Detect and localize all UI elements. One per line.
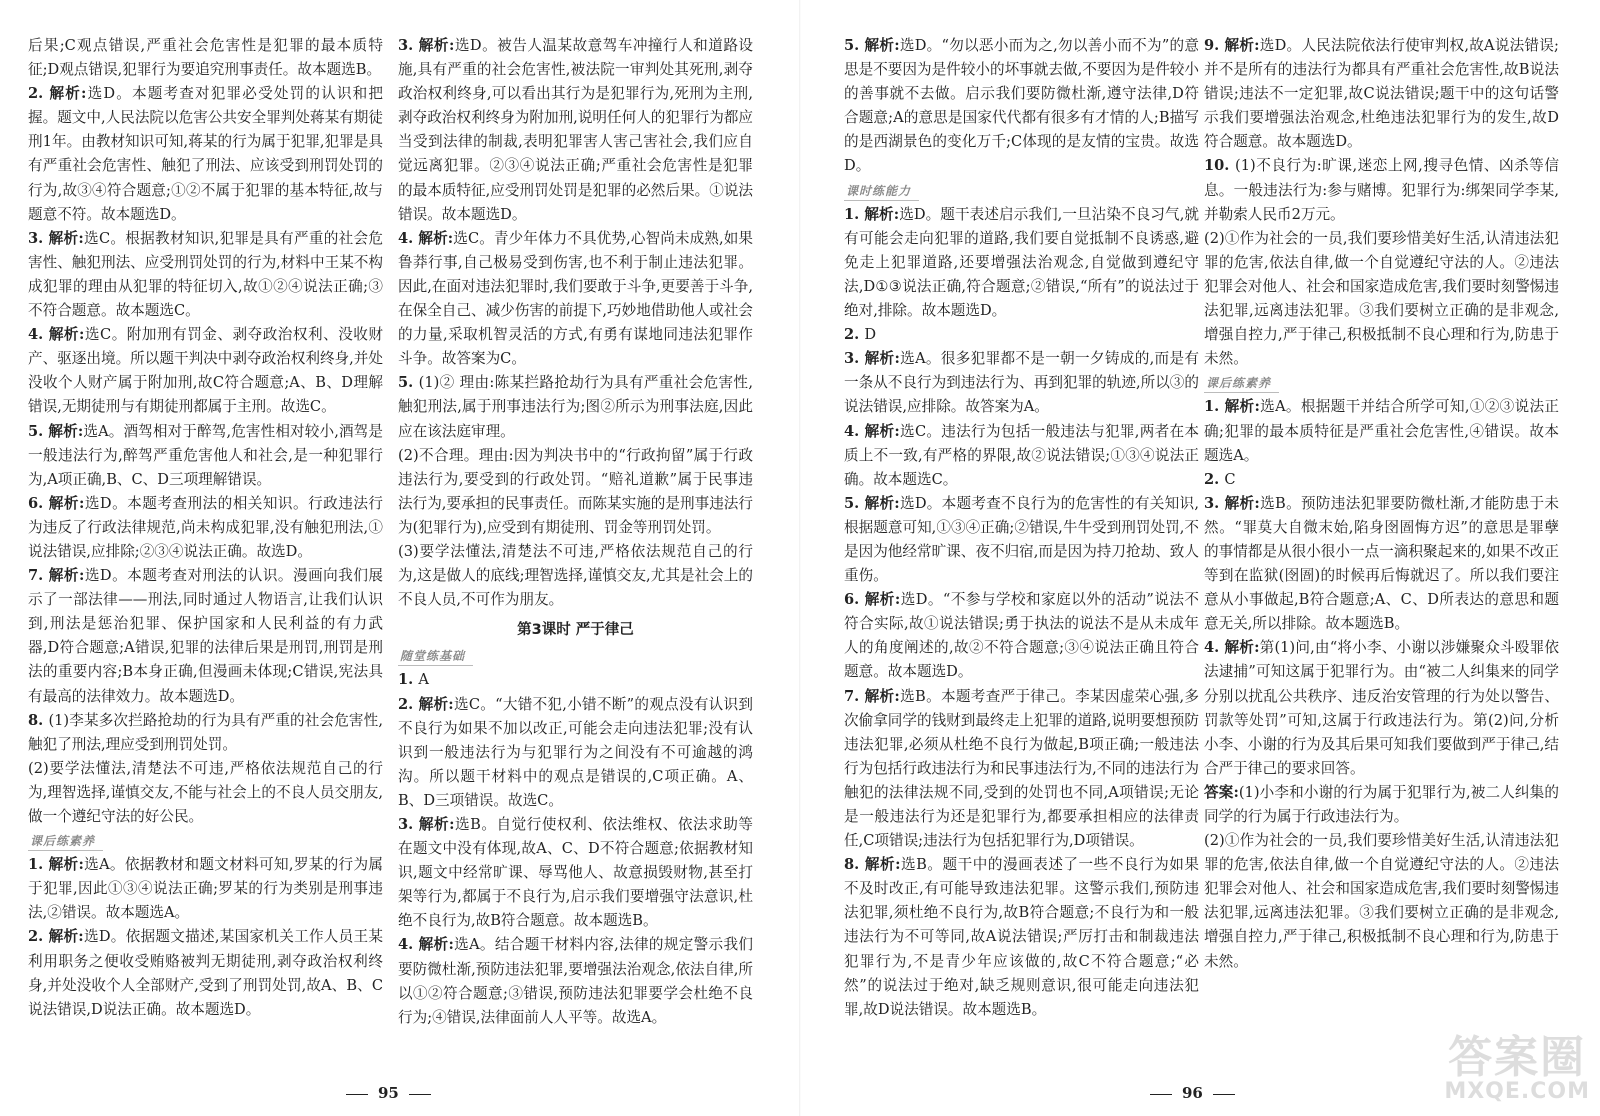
answer-paragraph: 6. 解析:选D。“不参与学校和家庭以外的活动”说法不符合实际,故①说法错误;勇于执法的说法不是从未成年人的角度阐述的,故②不符合题意;③④说法正确且符合题意。故本题选D。 bbox=[844, 591, 1199, 681]
answer-paragraph: 3. 解析:选C。根据教材知识,犯罪是具有严重的社会危害性、触犯刑法、应受刑罚处罚的行为,材料中王某不构成犯罪的理由从犯罪的特征切入,故①②④说法正确;③不符合题意。故本题选C。 bbox=[28, 229, 383, 320]
answer-paragraph: 3. 解析:选D。被告人温某故意驾车冲撞行人和道路设施,具有严重的社会危害性,被法院一审判处其死刑,剥夺政治权利终身,可以看出其行为是犯罪行为,死刑为主刑,剥夺政治权利终身为附加刑,说明任何人的犯罪行为都应当受到法律的制裁,表明犯罪害人害己害社会,我们应自觉远离犯罪。②③④说法正确;严重社会危害性是犯罪的最本质特征,应受刑罚处罚是犯罪的必然后果。①说法错误。故本题选D。 bbox=[398, 37, 753, 223]
answer-paragraph: 5. 解析:选D。本题考查不良行为的危害性的有关知识,根据题意可知,①③④正确;②错误,牛牛受到刑罚处罚,不是因为他经常旷课、夜不归宿,而是因为持刀抢劫、致人重伤。 bbox=[844, 494, 1199, 585]
lesson-heading: 第3课时 严于律己 bbox=[517, 622, 634, 639]
page-number-right: 96 bbox=[1140, 1084, 1245, 1102]
answer-paragraph: 后果;C观点错误,严重社会危害性是犯罪的最本质特征;D观点错误,犯罪行为要追究刑事责任。故本题选B。 bbox=[28, 37, 383, 79]
answer-paragraph: 7. 解析:选D。本题考查对刑法的认识。漫画向我们展示了一部法律——刑法,同时通过人物语言,让我们认识到,刑法是惩治犯罪、保护国家和人民利益的有力武器,D符合题意;A错误,犯罪的法律后果是刑罚,刑罚是刑法的重要内容;B本身正确,但漫画未体现;C错误,宪法具有最高的法律效力。故本题选D。 bbox=[28, 567, 383, 705]
answer-paragraph: 3. 解析:选B。自觉行使权利、依法维权、依法求助等在题文中没有体现,故A、C、D不符合题意;依据教材知识,题文中经常旷课、辱骂他人、故意损毁财物,甚至打架等行为,都属于不良行为,启示我们要增强守法意识,杜绝不良行为,故B符合题意。故本题选B。 bbox=[398, 816, 753, 930]
section-label: 课后练素养 bbox=[1204, 374, 1279, 393]
answer-paragraph: 3. 解析:选B。预防违法犯罪要防微杜渐,才能防患于未然。“罪莫大自微末始,陷身囹圄悔方迟”的意思是罪孽的事情都是从很小很小一点一滴积聚起来的,如果不改正等到在监狱(囹圄)的时候再后悔就迟了。所以我们要注意从小事做起,B符合题意;A、C、D所表达的意思和题意无关,所以排除。故本题选B。 bbox=[1204, 494, 1559, 633]
left-col-2 bbox=[398, 34, 753, 1030]
answer-paragraph: 2. 解析:选D。依据题文描述,某国家机关工作人员王某利用职务之便收受贿赂被判无期徒刑,剥夺政治权利终身,并处没收个人全部财产,受到了刑罚处罚,故A、B、C说法错误,D说法正确。故本题选D。 bbox=[28, 928, 383, 1018]
answer-paragraph: 2. 解析:选C。“大错不犯,小错不断”的观点没有认识到不良行为如果不加以改正,可能会走向违法犯罪;没有认识到一般违法行为与犯罪行为之间没有不可逾越的鸿沟。所以题干材料中的观点是错误的,C项正确。A、B、D三项错误。故选C。 bbox=[398, 695, 753, 809]
answer-paragraph: 4. 解析:第(1)问,由“将小李、小谢以涉嫌聚众斗殴罪依法逮捕”可知这属于犯罪行为。由“被二人纠集来的同学分别以扰乱公共秩序、违反治安管理的行为处以警告、罚款等处罚”可知,这属于行政违法行为。第(2)问,分析小李、小谢的行为及其后果可知我们要做到严于律己,结合严于律己的要求回答。 bbox=[1204, 639, 1559, 777]
answer-paragraph: 2. C bbox=[1204, 470, 1236, 488]
answer-paragraph: 5. 解析:选A。酒驾相对于醉驾,危害性相对较小,酒驾是一般违法行为,醉驾严重危害他人和社会,是一种犯罪行为,A项正确,B、C、D三项理解错误。 bbox=[28, 422, 383, 488]
answer-paragraph: (3)要学法懂法,清楚法不可违,严格依法规范自己的行为,这是做人的底线;理智选择,谨慎交友,尤其是社会上的不良人员,不可作为朋友。 bbox=[398, 542, 753, 609]
left-col-1 bbox=[28, 34, 383, 1022]
answer-paragraph: 8. 解析:选B。题干中的漫画表述了一些不良行为如果不及时改正,有可能导致违法犯罪。这警示我们,预防违法犯罪,须杜绝不良行为,故B符合题意;不良行为和一般违法行为不可等同,故A说法错误;严厉打击和制裁违法犯罪行为,不是青少年应该做的,故C不符合题意;“必然”的说法过于绝对,缺乏规则意识,很可能走向违法犯罪,故D说法错误。故本题选B。 bbox=[844, 856, 1199, 1018]
section-label: 课后练素养 bbox=[28, 832, 103, 851]
answer-paragraph: (2)①作为社会的一员,我们要珍惜美好生活,认清违法犯罪的危害,依法自律,做一个自觉遵纪守法的人。②违法犯罪会对他人、社会和国家造成危害,我们要时刻警惕违法犯罪,远离违法犯罪。③我们要树立正确的是非观念,增强自控力,严于律己,积极抵制不良心理和行为,防患于未然。 bbox=[1204, 832, 1559, 970]
right-col-1 bbox=[844, 34, 1199, 1022]
answer-paragraph: 7. 解析:选B。本题考查严于律己。李某因虚荣心强,多次偷拿同学的钱财到最终走上犯罪的道路,说明要想预防违法犯罪,必须从杜绝不良行为做起,B项正确;一般违法行为包括行政违法行为和民事违法行为,不同的违法行为触犯的法律法规不同,受到的处罚也不同,A项错误;无论是一般违法行为还是犯罪行为,都要承担相应的法律责任,C项错误;违法行为包括犯罪行为,D项错误。 bbox=[844, 687, 1199, 850]
section-label: 随堂练基础 bbox=[398, 647, 473, 666]
answer-paragraph: 5. (1)② 理由:陈某拦路抢劫行为具有严重社会危害性,触犯刑法,属于刑事违法行为;图②所示为刑事法庭,因此应在该法庭审理。 bbox=[398, 374, 753, 440]
answer-paragraph: 2. 解析:选D。本题考查对犯罪必受处罚的认识和把握。题文中,人民法院以危害公共安全罪判处蒋某有期徒刑1年。由教材知识可知,蒋某的行为属于犯罪,犯罪是具有严重社会危害性、触犯了刑法、应该受到刑罚处罚的行为,故③④符合题意;①②不属于犯罪的基本特征,故与题意不符。故本题选D。 bbox=[28, 85, 383, 223]
answer-paragraph: 1. 解析:选A。根据题干并结合所学可知,①②③说法正确;犯罪的最本质特征是严重社会危害性,④错误。故本题选A。 bbox=[1204, 398, 1559, 464]
section-label: 课时练能力 bbox=[844, 182, 919, 201]
watermark-logo: 答案圈 MXQE.COM bbox=[1444, 1032, 1590, 1104]
answer-paragraph: 4. 解析:选C。青少年体力不具优势,心智尚未成熟,如果鲁莽行事,自己极易受到伤害,也不利于制止违法犯罪。因此,在面对违法犯罪时,我们要敢于斗争,更要善于斗争,在保全自己、减少伤害的前提下,巧妙地借助他人或社会的力量,采取机智灵活的方式,有勇有谋地同违法犯罪作斗争。故答案为C。 bbox=[398, 229, 753, 368]
page-right bbox=[800, 0, 1600, 1116]
page-number-left: 95 bbox=[336, 1084, 441, 1102]
answer-paragraph: 2. D bbox=[844, 326, 877, 344]
answer-paragraph: 1. 解析:选A。依据教材和题文材料可知,罗某的行为属于犯罪,因此①③④说法正确;罗某的行为类别是刑事违法,②错误。故本题选A。 bbox=[28, 856, 383, 922]
right-col-2 bbox=[1204, 34, 1559, 974]
answer-paragraph: 5. 解析:选D。“勿以恶小而为之,勿以善小而不为”的意思是不要因为是件较小的坏事就去做,不要因为是件较小的善事就不去做。启示我们要防微杜渐,遵守法律,D符合题意;A的意思是国家代代都有很多有才情的人;B描写的是西湖景色的变化万千;C体现的是友情的宝贵。故选D。 bbox=[844, 37, 1199, 175]
answer-paragraph: 6. 解析:选D。本题考查刑法的相关知识。行政违法行为违反了行政法律规范,尚未构成犯罪,没有触犯刑法,①说法错误,应排除;②③④说法正确。故选D。 bbox=[28, 494, 383, 560]
answer-paragraph: (2)①作为社会的一员,我们要珍惜美好生活,认清违法犯罪的危害,依法自律,做一个自觉遵纪守法的人。②违法犯罪会对他人、社会和国家造成危害,我们要时刻警惕违法犯罪,远离违法犯罪。③我们要树立正确的是非观念,增强自控力,严于律己,积极抵制不良心理和行为,防患于未然。 bbox=[1204, 229, 1559, 368]
answer-paragraph: 1. A bbox=[398, 671, 429, 689]
answer-paragraph: 4. 解析:选A。结合题干材料内容,法律的规定警示我们要防微杜渐,预防违法犯罪,要增强法治观念,依法自律,所以①②符合题意;③错误,预防违法犯罪要学会杜绝不良行为;④错误,法律面前人人平等。故选A。 bbox=[398, 936, 753, 1026]
answer-paragraph: 1. 解析:选D。题干表述启示我们,一旦沾染不良习气,就有可能会走向犯罪的道路,我们要自觉抵制不良诱惑,避免走上犯罪道路,还要增强法治观念,自觉做到遵纪守法,D①③说法正确,符合题意;②错误,“所有”的说法过于绝对,排除。故本题选D。 bbox=[844, 205, 1199, 320]
answer-paragraph: 3. 解析:选A。很多犯罪都不是一朝一夕铸成的,而是有一条从不良行为到违法行为、再到犯罪的轨迹,所以③的说法错误,应排除。故答案为A。 bbox=[844, 350, 1199, 416]
answer-paragraph: (2)不合理。理由:因为判决书中的“行政拘留”属于行政违法行为,要受到的行政处罚。“赔礼道歉”属于民事违法行为,要承担的民事责任。而陈某实施的是刑事违法行为(犯罪行为),应受到有期徒刑、罚金等刑罚处罚。 bbox=[398, 446, 753, 536]
answer-paragraph: 10. (1)不良行为:旷课,迷恋上网,搜寻色情、凶杀等信息。一般违法行为:参与赌博。犯罪行为:绑架同学李某,并勒索人民币2万元。 bbox=[1204, 157, 1559, 223]
answer-paragraph: 4. 解析:选C。违法行为包括一般违法与犯罪,两者在本质上不一致,有严格的界限,故②说法错误;①③④说法正确。故本题选C。 bbox=[844, 422, 1199, 488]
answer-paragraph: 8. (1)李某多次拦路抢劫的行为具有严重的社会危害性,触犯了刑法,理应受到刑罚处罚。 bbox=[28, 711, 383, 753]
answer-paragraph: 答案:(1)小李和小谢的行为属于犯罪行为,被二人纠集的同学的行为属于行政违法行为。 bbox=[1204, 783, 1559, 825]
answer-paragraph: 4. 解析:选C。附加刑有罚金、剥夺政治权利、没收财产、驱逐出境。所以题干判决中剥夺政治权利终身,并处没收个人财产属于附加刑,故C符合题意;A、B、D理解错误,无期徒刑与有期徒刑都属于主刑。故选C。 bbox=[28, 326, 383, 416]
answer-paragraph: (2)要学法懂法,清楚法不可违,严格依法规范自己的行为,理智选择,谨慎交友,不能与社会上的不良人员交朋友,做一个遵纪守法的好公民。 bbox=[28, 759, 383, 825]
answer-paragraph: 9. 解析:选D。人民法院依法行使审判权,故A说法错误;并不是所有的违法行为都具有严重社会危害性,故B说法错误;违法不一定犯罪,故C说法错误;题干中的这句话警示我们要增强法治观念,杜绝违法犯罪行为的发生,故D符合题意。故本题选D。 bbox=[1204, 37, 1559, 151]
